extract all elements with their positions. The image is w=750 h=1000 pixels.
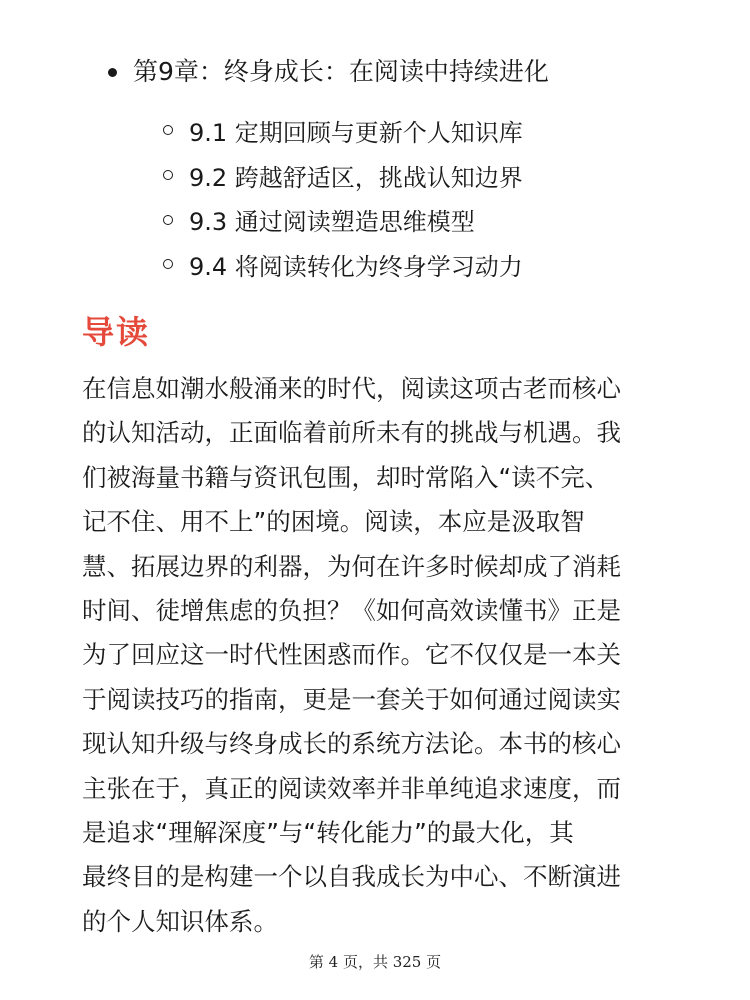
bullet-disc-icon [108,68,117,77]
page-number-footer: 第 4 页，共 325 页 [308,953,442,971]
paragraph-line: 主张在于，真正的阅读效率并非单纯追求速度，而 [82,773,621,803]
bullet-circle-icon [163,259,173,269]
bullet-circle-icon [163,170,173,180]
guide-paragraph [82,367,672,944]
section-list [163,108,523,287]
bullet-circle-icon [163,215,173,225]
section-item [163,153,523,198]
section-item [163,108,523,153]
chapter-title: 第9章：终身成长：在阅读中持续进化 [133,57,549,86]
paragraph-line: 们被海量书籍与资讯包围，却时常陷入“读不完、 [82,462,610,492]
section-item [163,197,523,242]
section-title: 9.4 将阅读转化为终身学习动力 [189,252,523,281]
paragraph-line: 的个人知识体系。 [82,906,278,936]
paragraph-line: 慧、拓展边界的利器，为何在许多时候却成了消耗 [82,551,621,581]
section-item [163,242,523,287]
paragraph-line: 的认知活动，正面临着前所未有的挑战与机遇。我 [82,418,621,448]
section-title: 9.1 定期回顾与更新个人知识库 [189,118,523,147]
section-heading: 导读 [82,313,151,351]
paragraph-line: 在信息如潮水般涌来的时代，阅读这项古老而核心 [82,374,621,403]
paragraph-line: 于阅读技巧的指南，更是一套关于如何通过阅读实 [82,684,621,714]
paragraph-line: 记不住、用不上”的困境。阅读，本应是汲取智 [82,507,585,537]
paragraph-line: 为了回应这一时代性困惑而作。它不仅仅是一本关 [82,640,621,670]
paragraph-line: 时间、徒增焦虑的负担？《如何高效读懂书》正是 [82,596,621,626]
paragraph-line: 是追求“理解深度”与“转化能力”的最大化，其 [82,818,574,848]
section-title: 9.2 跨越舒适区，挑战认知边界 [189,163,523,192]
chapter-list-item [108,52,549,92]
paragraph-line: 最终目的是构建一个以自我成长为中心、不断演进 [82,862,621,892]
section-title: 9.3 通过阅读塑造思维模型 [189,208,475,237]
bullet-circle-icon [163,125,173,135]
paragraph-line: 现认知升级与终身成长的系统方法论。本书的核心 [82,729,621,759]
